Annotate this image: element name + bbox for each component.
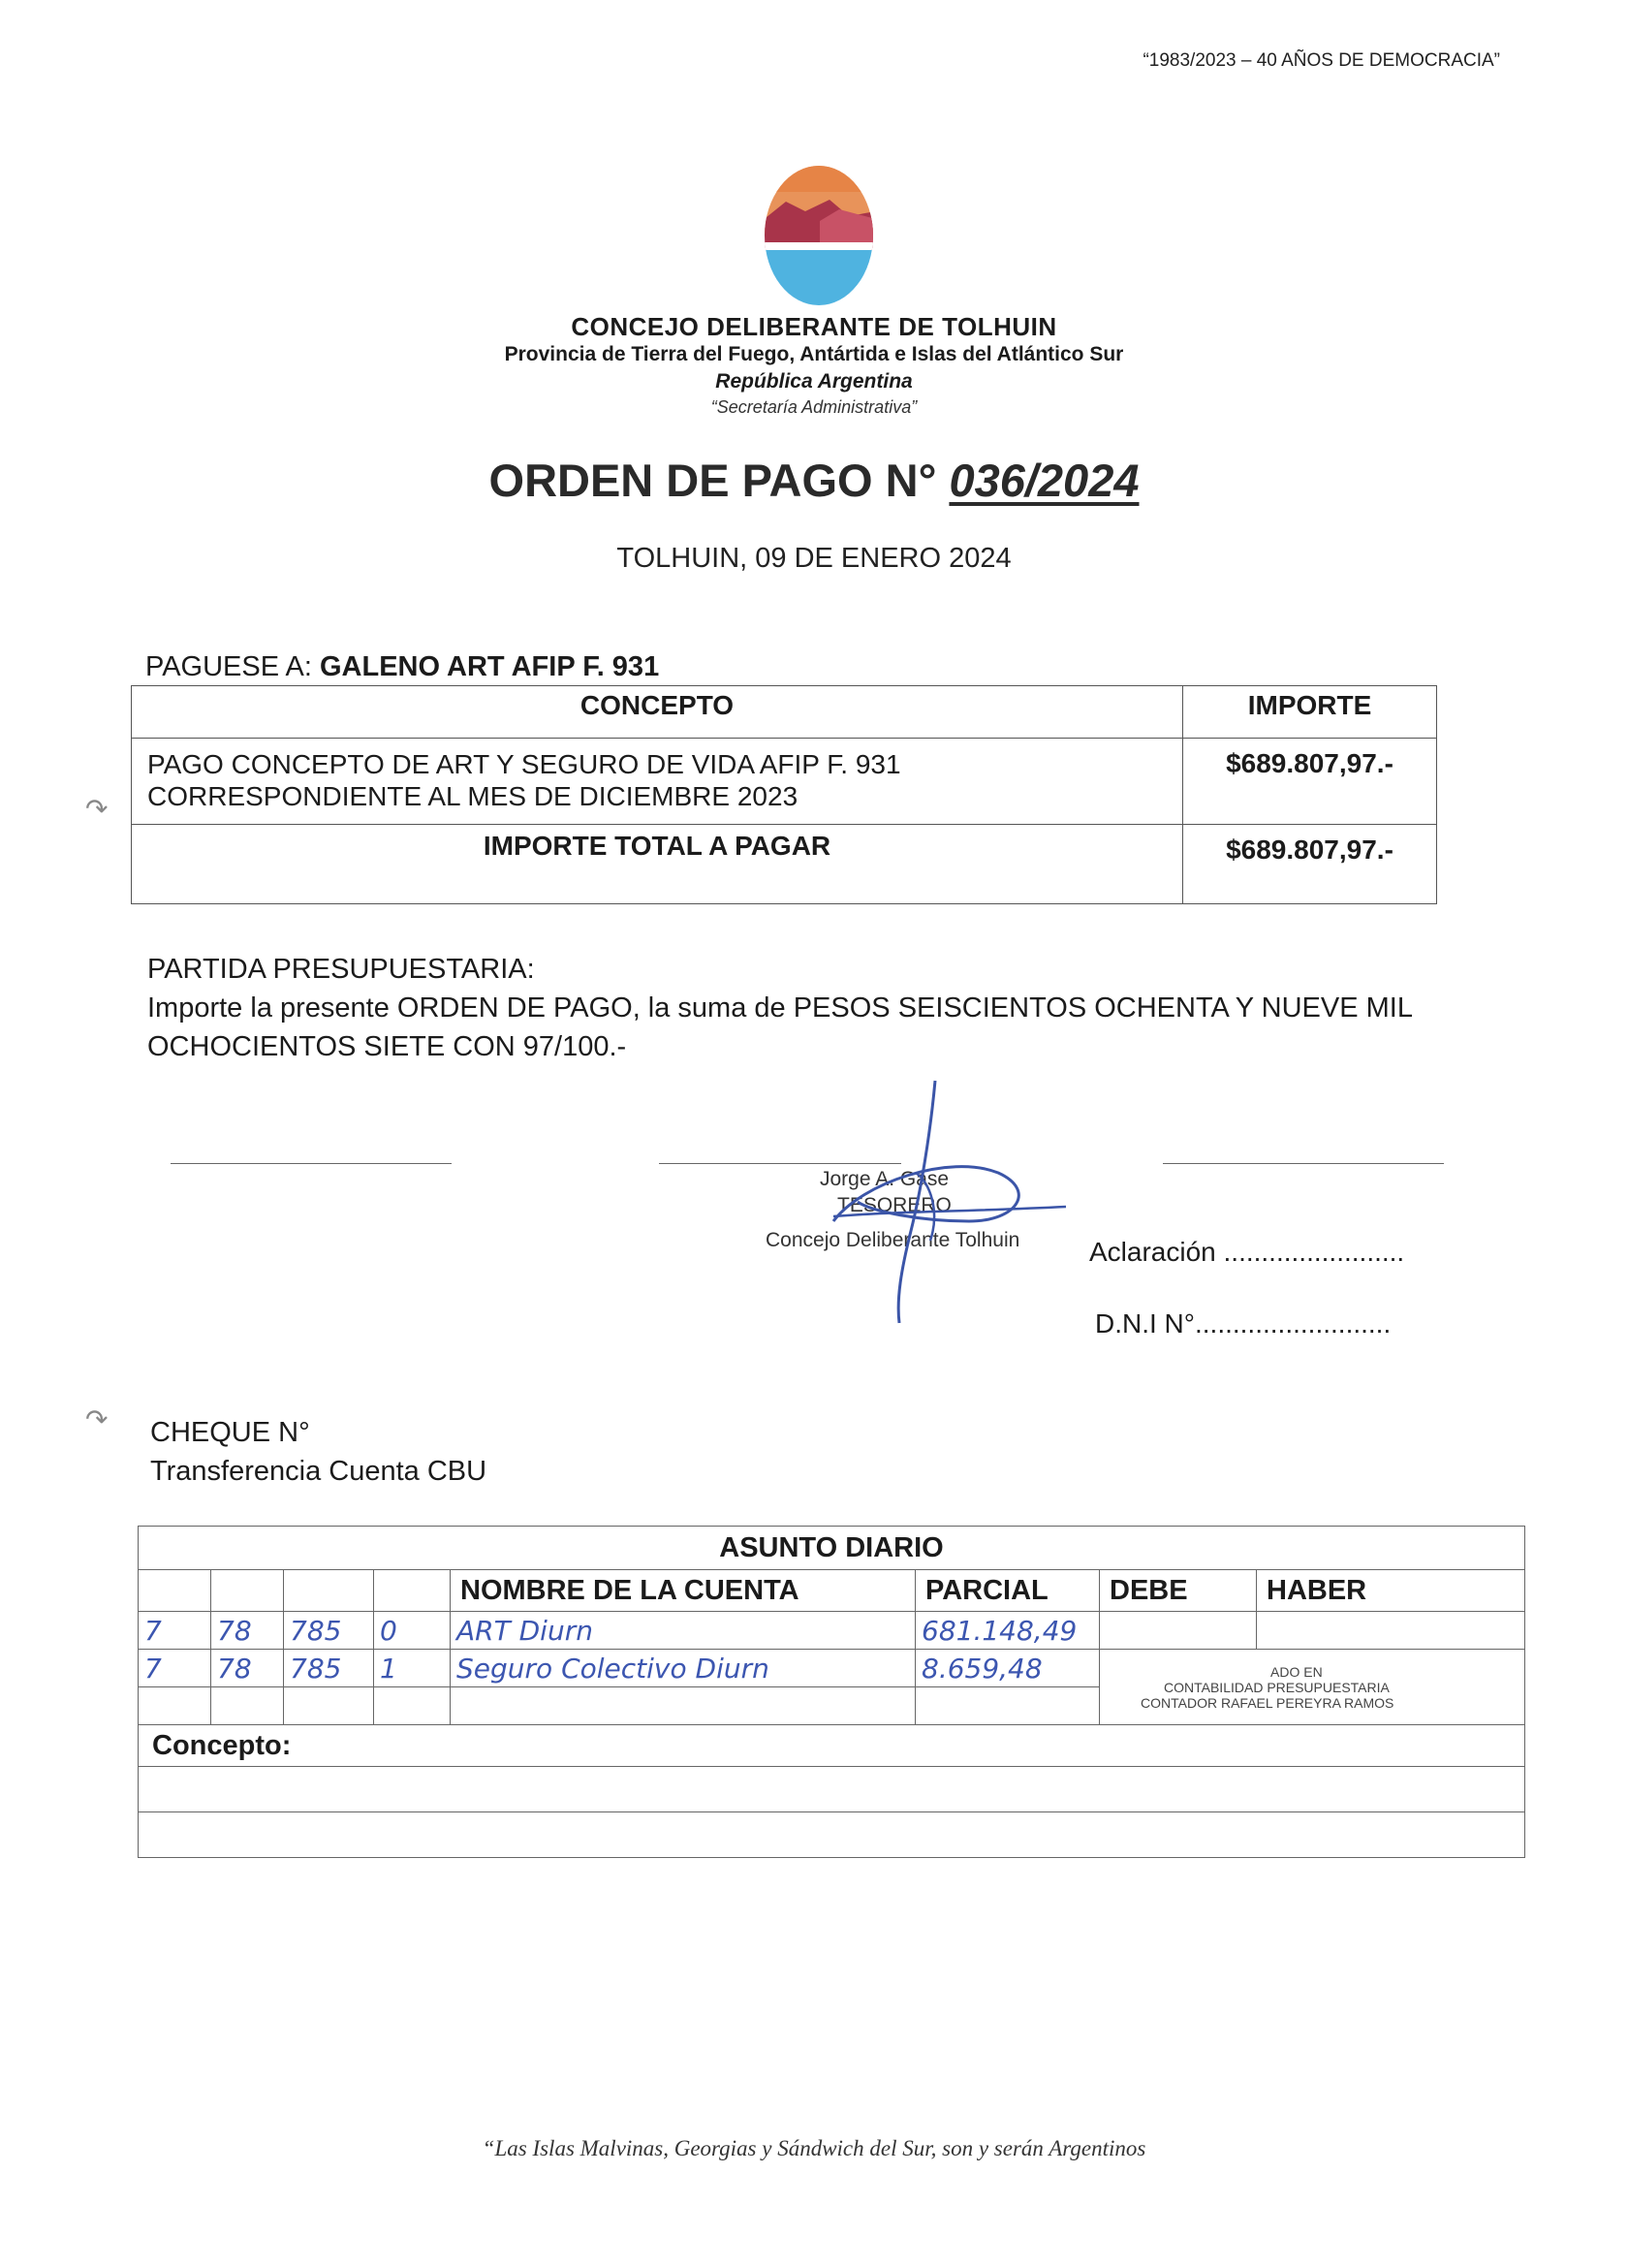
journal-table: [138, 1526, 1525, 1858]
empty-cell: [139, 1687, 211, 1725]
row-code-4: 0: [374, 1612, 451, 1650]
stamp-line-3: CONTADOR RAFAEL PEREYRA RAMOS: [1141, 1694, 1394, 1711]
title-prefix: ORDEN DE PAGO N°: [488, 455, 937, 506]
row-code-4: 1: [374, 1650, 451, 1687]
institution-logo: [762, 163, 876, 308]
amount-header: IMPORTE: [1183, 686, 1437, 739]
empty-cell: [284, 1687, 374, 1725]
budget-text: Importe la presente ORDEN DE PAGO, la suma de PESOS SEISCIENTOS OCHENTA Y NUEVE MIL OCHOCIENTOS SIETE CON 97/100.-: [147, 992, 1412, 1062]
concept-header: CONCEPTO: [132, 686, 1183, 739]
page-title: [0, 454, 1628, 507]
table-row: [139, 1650, 1525, 1687]
concept-line-1: PAGO CONCEPTO DE ART Y SEGURO DE VIDA AFIP F. 931: [147, 749, 901, 779]
stamp-line-1: ADO EN: [1270, 1663, 1323, 1680]
row-debit: [1100, 1612, 1257, 1650]
code-header: [284, 1570, 374, 1612]
institution-province: Provincia de Tierra del Fuego, Antártida e Islas del Atlántico Sur: [504, 343, 1124, 365]
code-header: [211, 1570, 284, 1612]
total-label: IMPORTE TOTAL A PAGAR: [132, 825, 1183, 904]
budget-section: [147, 950, 1465, 1066]
table-row: [139, 1612, 1525, 1650]
signer-name: Jorge A. Gase: [820, 1168, 950, 1190]
row-code-2: 78: [211, 1650, 284, 1687]
payee: [145, 651, 659, 683]
empty-cell: [211, 1687, 284, 1725]
concept-description: [132, 739, 1183, 825]
partial-header: PARCIAL: [916, 1570, 1100, 1612]
footer-motto: “Las Islas Malvinas, Georgias y Sándwich del Sur, son y serán Argentinos: [482, 2136, 1146, 2160]
empty-cell: [916, 1687, 1100, 1725]
payment-table: [131, 685, 1437, 904]
row-code-3: 785: [284, 1612, 374, 1650]
institution-office: “Secretaría Administrativa”: [710, 397, 918, 417]
budget-label: PARTIDA PRESUPUESTARIA:: [147, 954, 535, 985]
transfer-label: Transferencia Cuenta CBU: [150, 1456, 487, 1487]
payee-name: GALENO ART AFIP F. 931: [319, 651, 660, 682]
scan-mark: ↷: [85, 1404, 109, 1434]
scan-mark: ↷: [85, 794, 109, 824]
row-account: ART Diurn: [451, 1612, 916, 1650]
code-header: [374, 1570, 451, 1612]
payee-label: PAGUESE A:: [145, 651, 312, 682]
signer-institution: Concejo Deliberante Tolhuin: [766, 1229, 1020, 1251]
concept-line-2: CORRESPONDIENTE AL MES DE DICIEMBRE 2023: [147, 781, 798, 812]
row-partial: 8.659,48: [916, 1650, 1100, 1687]
institution-name: CONCEJO DELIBERANTE DE TOLHUIN: [571, 312, 1057, 341]
row-code-1: 7: [139, 1612, 211, 1650]
institution-country: República Argentina: [715, 370, 913, 393]
signer-role: TESORERO: [837, 1194, 952, 1216]
aclaracion-field: Aclaración ........................: [1089, 1237, 1405, 1267]
row-partial: 681.148,49: [916, 1612, 1100, 1650]
blank-line: [139, 1767, 1525, 1812]
debit-header: DEBE: [1100, 1570, 1257, 1612]
dni-field: D.N.I N°..........................: [1095, 1308, 1392, 1339]
empty-cell: [451, 1687, 916, 1725]
header-motto: “1983/2023 – 40 AÑOS DE DEMOCRACIA”: [1143, 50, 1500, 71]
code-header: [139, 1570, 211, 1612]
handwritten-signature: [775, 1076, 1085, 1328]
blank-line: [139, 1812, 1525, 1858]
order-number: 036/2024: [949, 455, 1140, 506]
concept-label: Concepto:: [139, 1725, 1525, 1767]
stamp-line-2: CONTABILIDAD PRESUPUESTARIA: [1164, 1679, 1390, 1695]
empty-cell: [374, 1687, 451, 1725]
order-date: TOLHUIN, 09 DE ENERO 2024: [616, 543, 1012, 574]
journal-title: ASUNTO DIARIO: [139, 1527, 1525, 1570]
total-amount: $689.807,97.-: [1183, 825, 1437, 904]
row-code-3: 785: [284, 1650, 374, 1687]
row-code-1: 7: [139, 1650, 211, 1687]
signature-line-right: [1163, 1163, 1444, 1164]
row-code-2: 78: [211, 1612, 284, 1650]
cheque-label: CHEQUE N°: [150, 1417, 310, 1448]
concept-amount: $689.807,97.-: [1183, 739, 1437, 825]
row-credit: [1257, 1612, 1525, 1650]
credit-header: HABER: [1257, 1570, 1525, 1612]
accounting-stamp: [1100, 1650, 1525, 1725]
row-account: Seguro Colectivo Diurn: [451, 1650, 916, 1687]
account-header: NOMBRE DE LA CUENTA: [451, 1570, 916, 1612]
signature-line-left: [171, 1163, 452, 1164]
